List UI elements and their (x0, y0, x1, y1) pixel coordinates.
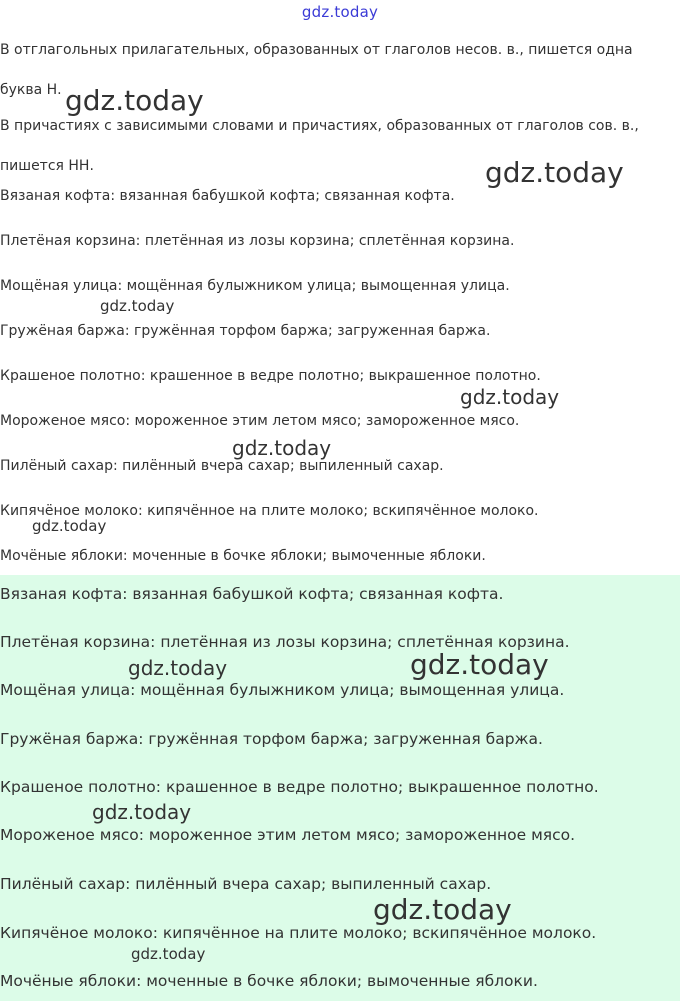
header-watermark: gdz.today (301, 3, 379, 21)
answer-box (0, 575, 680, 1001)
answer-line-1: Вязаная кофта: вязанная бабушкой кофта; связанная кофта. (0, 585, 504, 603)
watermark-logo: gdz.today (100, 297, 175, 315)
example-line-3: Мощёная улица: мощённая булыжником улица; вымощенная улица. (0, 278, 510, 294)
watermark-logo: gdz.today (232, 436, 332, 460)
answer-line-6: Мороженое мясо: мороженное этим летом мясо; замороженное мясо. (0, 826, 576, 844)
watermark-logo: gdz.today (460, 385, 560, 409)
answer-line-4: Гружёная баржа: гружённая торфом баржа; загруженная баржа. (0, 730, 543, 748)
example-line-8: Кипячёное молоко: кипячённое на плите молоко; вскипячённое молоко. (0, 503, 539, 519)
watermark-logo: gdz.today (92, 800, 192, 824)
watermark-logo: gdz.today (128, 656, 228, 680)
watermark-logo: gdz.today (410, 648, 549, 681)
example-line-5: Крашеное полотно: крашенное в ведре полотно; выкрашенное полотно. (0, 368, 541, 384)
example-line-4: Гружёная баржа: гружённая торфом баржа; загруженная баржа. (0, 323, 491, 339)
watermark-logo: gdz.today (485, 156, 624, 189)
example-line-9: Мочёные яблоки: моченные в бочке яблоки; вымоченные яблоки. (0, 548, 486, 564)
answer-line-3: Мощёная улица: мощённая булыжником улица; вымощенная улица. (0, 681, 565, 699)
answer-line-9: Мочёные яблоки: моченные в бочке яблоки; вымоченные яблоки. (0, 972, 538, 990)
example-line-7: Пилёный сахар: пилённый вчера сахар; выпиленный сахар. (0, 458, 444, 474)
answer-line-5: Крашеное полотно: крашенное в ведре полотно; выкрашенное полотно. (0, 778, 599, 796)
example-line-2: Плетёная корзина: плетённая из лозы корзина; сплетённая корзина. (0, 233, 515, 249)
answer-line-8: Кипячёное молоко: кипячённое на плите молоко; вскипячённое молоко. (0, 924, 597, 942)
watermark-logo: gdz.today (373, 893, 512, 926)
answer-line-2: Плетёная корзина: плетённая из лозы корзина; сплетённая корзина. (0, 633, 570, 651)
watermark-logo: gdz.today (131, 945, 206, 963)
answer-line-7: Пилёный сахар: пилённый вчера сахар; выпиленный сахар. (0, 875, 492, 893)
watermark-logo: gdz.today (32, 517, 107, 535)
example-line-1: Вязаная кофта: вязанная бабушкой кофта; связанная кофта. (0, 188, 455, 204)
watermark-logo: gdz.today (65, 84, 204, 117)
example-line-6: Мороженое мясо: мороженное этим летом мясо; замороженное мясо. (0, 413, 520, 429)
rule-text-2: В причастиях с зависимыми словами и причастиях, образованных от глаголов сов. в., пишется НН. (0, 118, 639, 174)
rule-text-1: В отглагольных прилагательных, образованных от глаголов несов. в., пишется одна буква Н. (0, 42, 633, 98)
